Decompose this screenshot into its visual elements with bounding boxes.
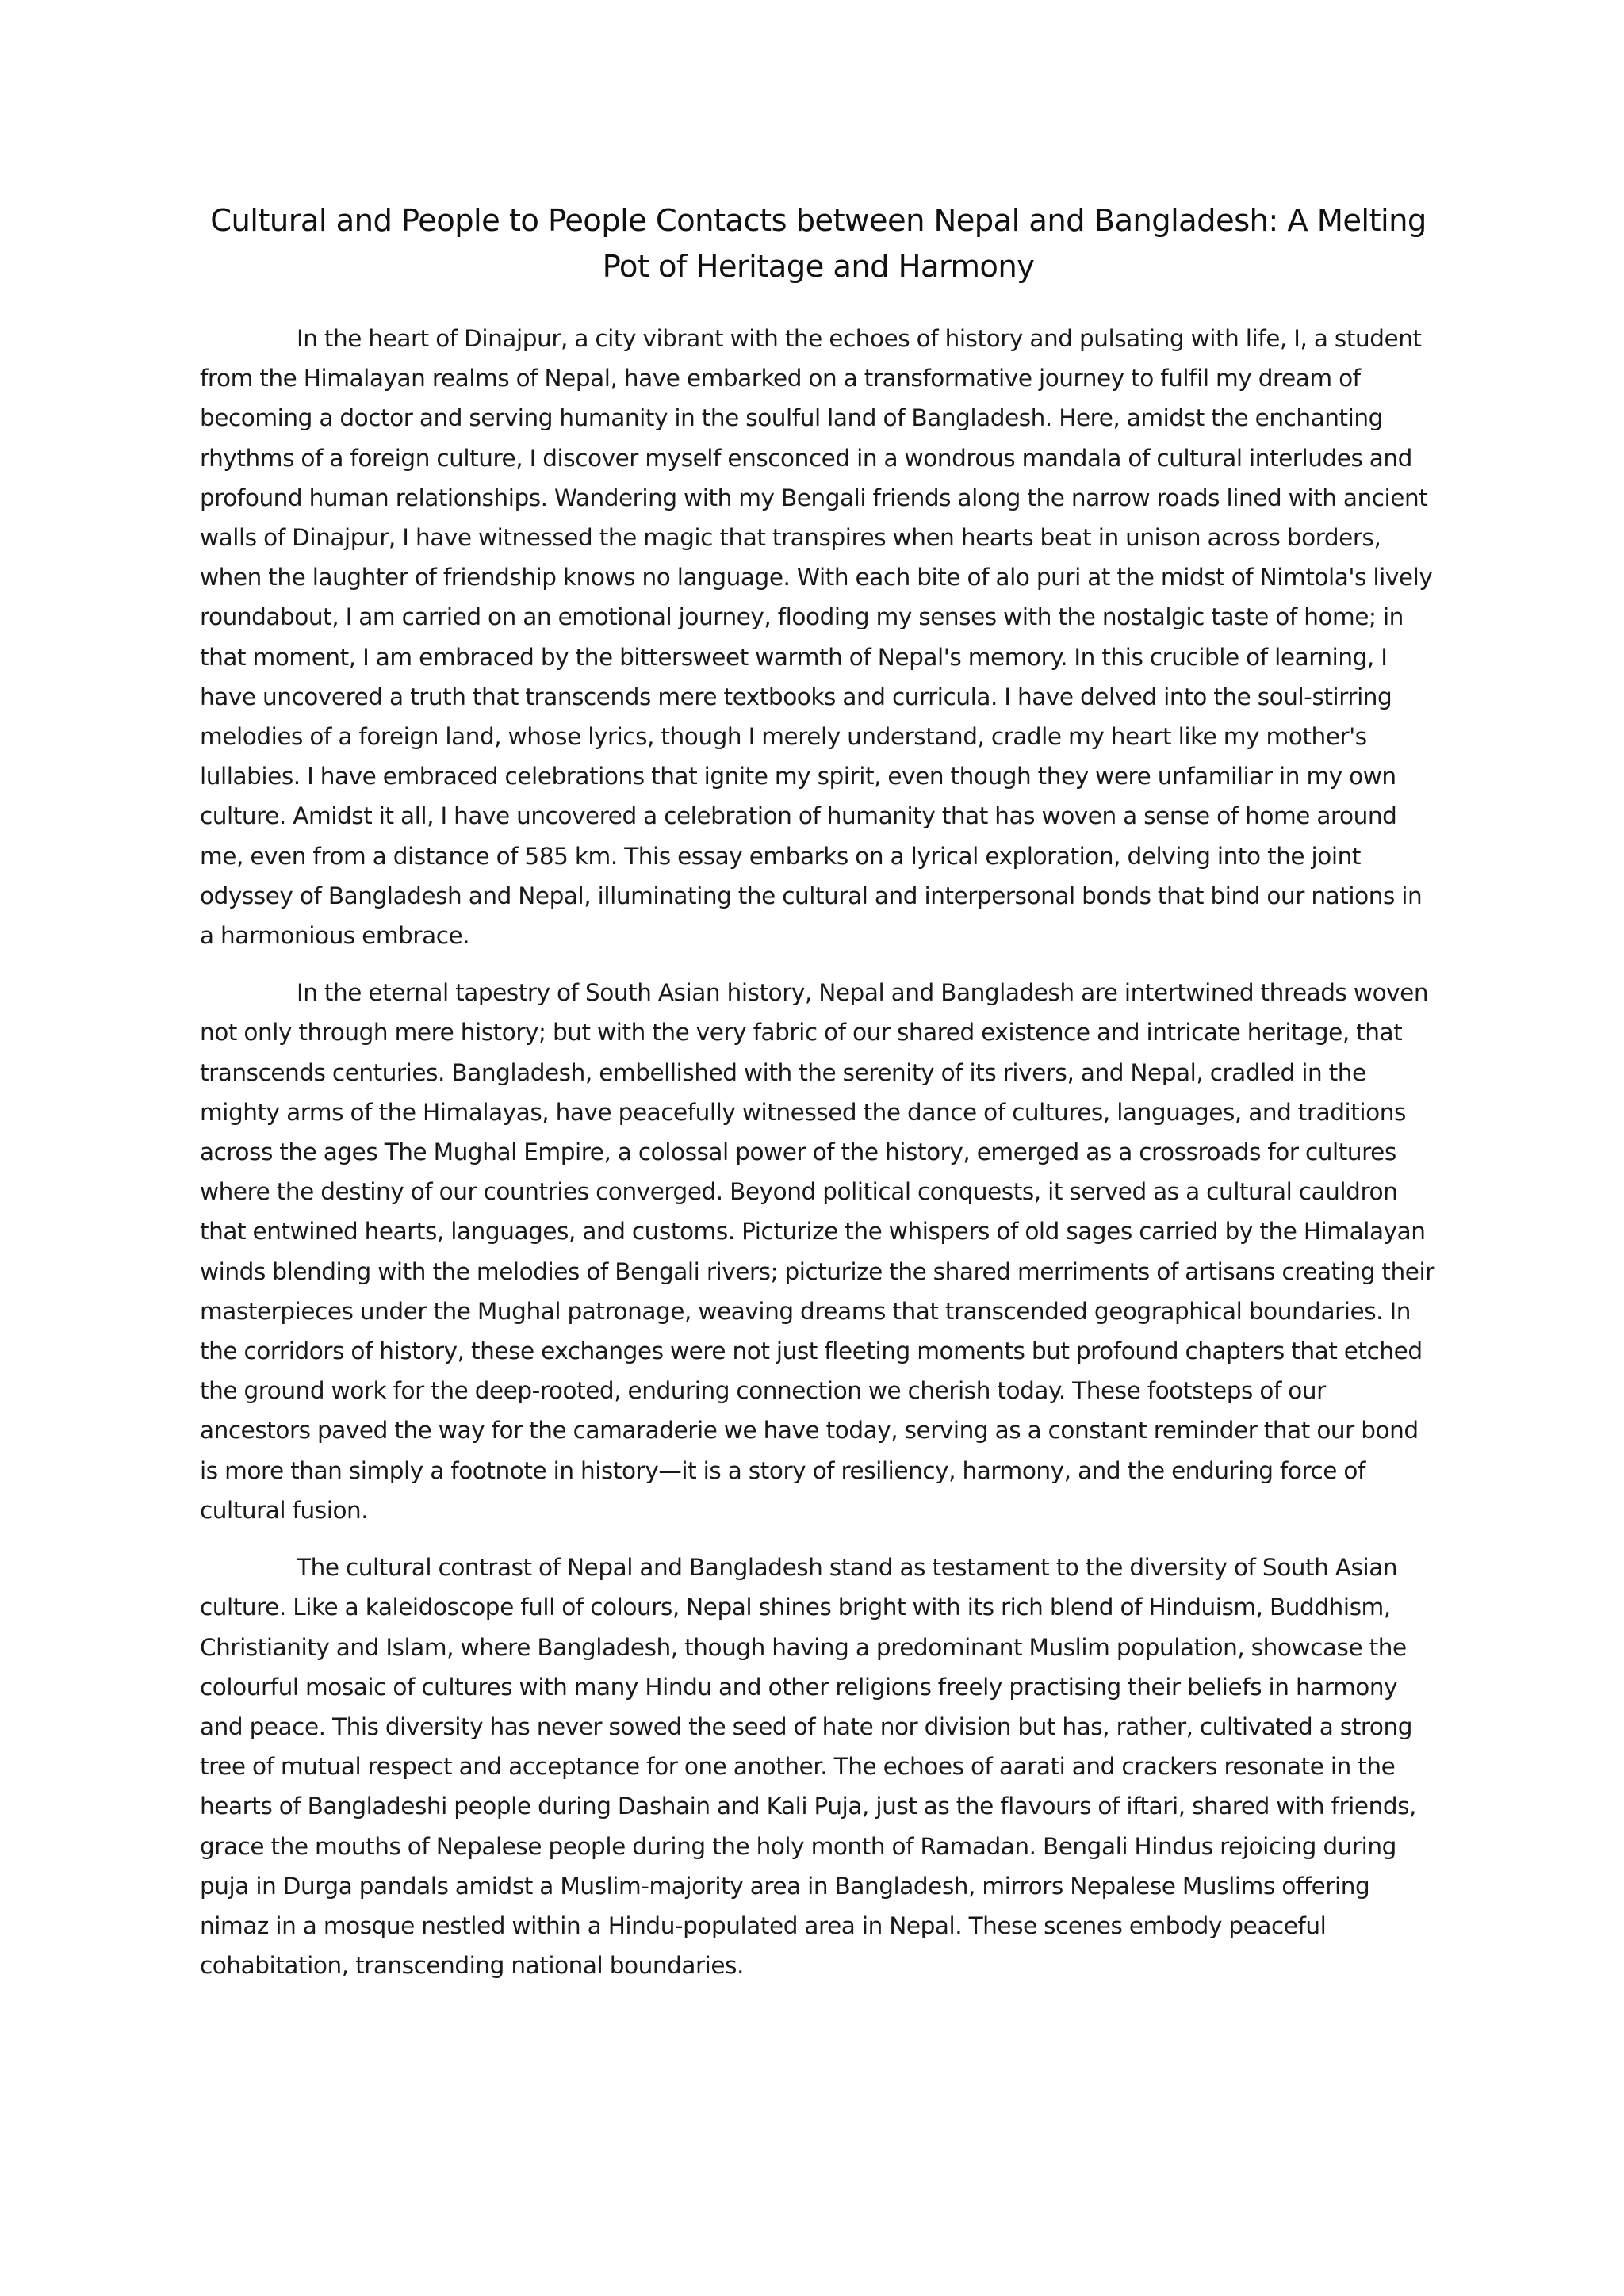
paragraph-1: In the heart of Dinajpur, a city vibrant with the echoes of history and pulsating with life, I, a student from the Himalayan realms of Nepal, have embarked on a transformative journey to fulfil my dream of becoming a doctor and serving humanity in the soulful land of Bangladesh. Here, amidst the enchanting rhythms of a foreign culture, I discover myself ensconced in a wondrous mandala of cultural interludes and profound human relationships. Wandering with my Bengali friends along the narrow roads lined with ancient walls of Dinajpur, I have witnessed the magic that transpires when hearts beat in unison across borders, when the laughter of friendship knows no language. With each bite of alo puri at the midst of Nimtola's lively roundabout, I am carried on an emotional journey, flooding my senses with the nostalgic taste of home; in that moment, I am embraced by the bittersweet warmth of Nepal's memory. In this crucible of learning, I have uncovered a truth that transcends mere textbooks and curricula. I have delved into the soul-stirring melodies of a foreign land, whose lyrics, though I merely understand, cradle my heart like my mother's lullabies. I have embraced celebrations that ignite my spirit, even though they were unfamiliar in my own culture. Amidst it all, I have uncovered a celebration of humanity that has woven a sense of home around me, even from a distance of 585 km. This essay embarks on a lyrical exploration, delving into the joint odyssey of Bangladesh and Nepal, illuminating the cultural and interpersonal bonds that bind our nations in a harmonious embrace. [200,325,1433,950]
paragraph-2: In the eternal tapestry of South Asian history, Nepal and Bangladesh are intertwined threads woven not only through mere history; but with the very fabric of our shared existence and intricate heritage, that transcends centuries. Bangladesh, embellished with the serenity of its rivers, and Nepal, cradled in the mighty arms of the Himalayas, have peacefully witnessed the dance of cultures, languages, and traditions across the ages The Mughal Empire, a colossal power of the history, emerged as a crossroads for cultures where the destiny of our countries converged. Beyond political conquests, it served as a cultural cauldron that entwined hearts, languages, and customs. Picturize the whispers of old sages carried by the Himalayan winds blending with the melodies of Bengali rivers; picturize the shared merriments of artisans creating their masterpieces under the Mughal patronage, weaving dreams that transcended geographical boundaries. In the corridors of history, these exchanges were not just fleeting moments but profound chapters that etched the ground work for the deep-rooted, enduring connection we cherish today. These footsteps of our ancestors paved the way for the camaraderie we have today, serving as a constant reminder that our bond is more than simply a footnote in history—it is a story of resiliency, harmony, and the enduring force of cultural fusion. [200,979,1434,1524]
essay-title: Cultural and People to People Contacts between Nepal and Bangladesh: A Melting Pot of Heritage and Harmony [210,203,1427,285]
paragraph-3: The cultural contrast of Nepal and Bangladesh stand as testament to the diversity of South Asian culture. Like a kaleidoscope full of colours, Nepal shines bright with its rich blend of Hinduism, Buddhism, Christianity and Islam, where Bangladesh, though having a predominant Muslim population, showcase the colourful mosaic of cultures with many Hindu and other religions freely practising their beliefs in harmony and peace. This diversity has never sowed the seed of hate nor division but has, rather, cultivated a strong tree of mutual respect and acceptance for one another. The echoes of aarati and crackers resonate in the hearts of Bangladeshi people during Dashain and Kali Puja, just as the flavours of iftari, shared with friends, grace the mouths of Nepalese people during the holy month of Ramadan. Bengali Hindus rejoicing during puja in Durga pandals amidst a Muslim-majority area in Bangladesh, mirrors Nepalese Muslims offering nimaz in a mosque nestled within a Hindu-populated area in Nepal. These scenes embody peaceful cohabitation, transcending national boundaries. [200,1554,1416,1980]
essay-body [200,198,1437,2003]
